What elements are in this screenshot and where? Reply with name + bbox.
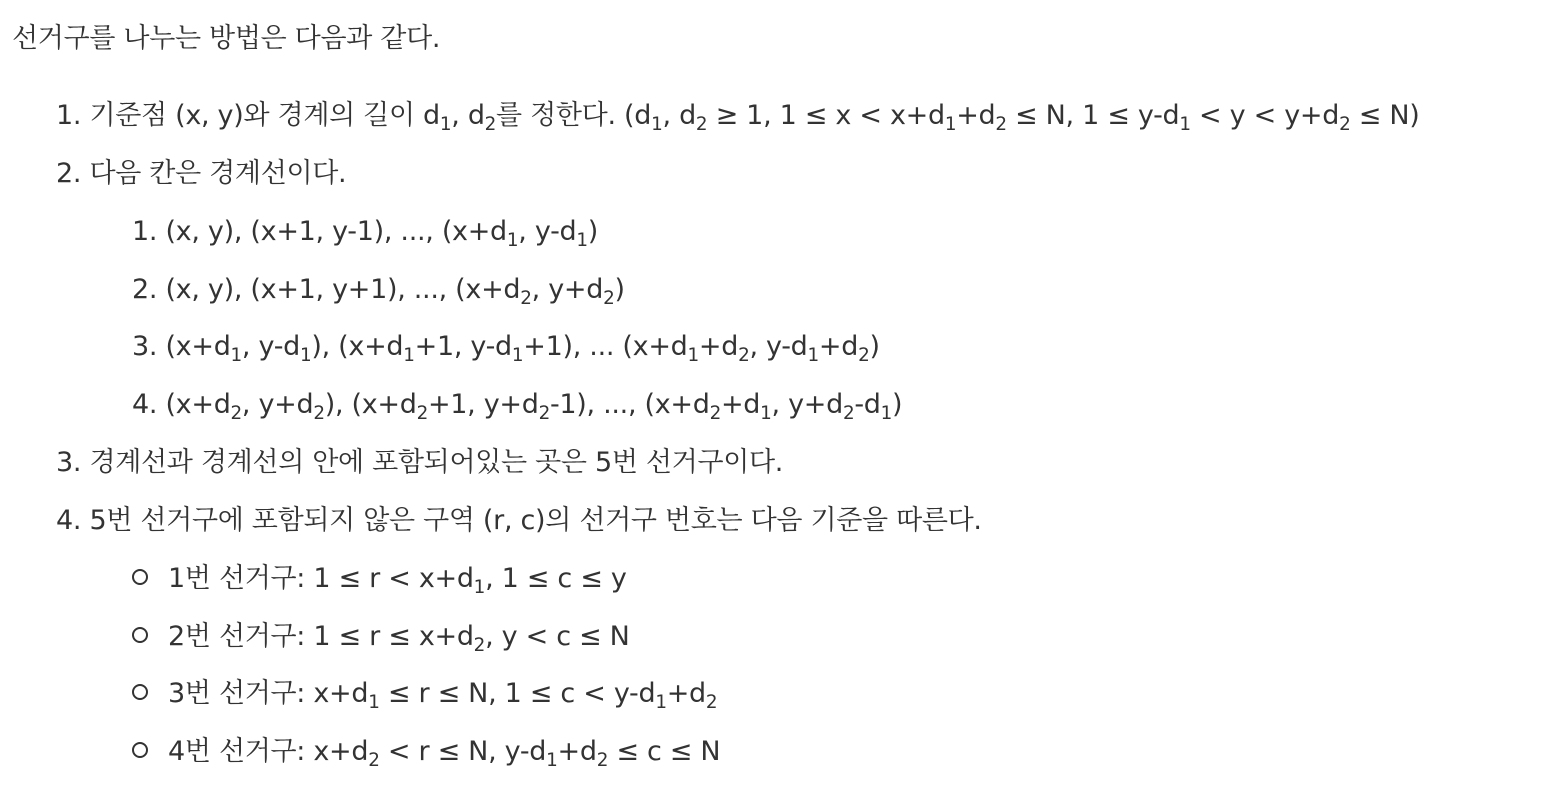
text-run: ≤ N) [1350, 100, 1420, 131]
list-marker: 2. [132, 274, 166, 305]
text-run: , y+d [771, 389, 843, 420]
subscript: 1 [403, 344, 415, 366]
text-run: +d [818, 331, 859, 362]
circle-bullet-icon [132, 684, 148, 700]
text-run: +1, y+d [427, 389, 539, 420]
text-run: 2번 선거구: 1 ≤ r ≤ x+d [168, 621, 474, 652]
text-run: -1), ..., (x+d [549, 389, 710, 420]
bullet-item-4 [132, 735, 720, 769]
text-run: +d [666, 678, 706, 709]
list-marker: 4. [56, 505, 90, 536]
subscript: 1 [760, 402, 772, 424]
subscript: 2 [842, 402, 855, 424]
subscript: 1 [880, 402, 893, 424]
text-run: , d [451, 100, 485, 131]
text-run: +d [698, 331, 739, 362]
text-run: 3번 선거구: x+d [168, 678, 369, 709]
list-marker: 1. [132, 216, 166, 247]
bullet-item-text [168, 736, 721, 771]
list-marker: 4. [132, 389, 166, 420]
list-item-text [89, 158, 346, 189]
text-run: < y < y+d [1190, 100, 1340, 131]
text-run: , y+d [241, 389, 314, 420]
subscript: 1 [807, 344, 819, 366]
subscript: 2 [705, 691, 718, 713]
text-run: , y+d [531, 274, 604, 305]
text-run: -d [854, 389, 881, 420]
subscript: 2 [520, 287, 532, 309]
subscript: 2 [230, 402, 242, 424]
subscript: 1 [546, 749, 558, 771]
sub-item-2-4 [132, 388, 902, 422]
sub-item-text [165, 389, 903, 424]
text-run: 경계선과 경계선의 안에 포함되어있는 곳은 5번 선거구이다. [89, 447, 784, 478]
circle-bullet-icon [132, 742, 148, 758]
subscript: 2 [484, 113, 497, 135]
list-marker: 2. [56, 158, 90, 189]
text-run: 4번 선거구: x+d [168, 736, 369, 767]
subscript: 2 [596, 749, 609, 771]
subscript: 2 [709, 402, 721, 424]
text-run: , d [662, 100, 696, 131]
list-marker: 3. [132, 331, 166, 362]
subscript: 1 [299, 344, 312, 366]
sub-item-2-3 [132, 330, 880, 364]
subscript: 1 [230, 344, 242, 366]
sub-item-2-1 [132, 215, 598, 249]
subscript: 2 [416, 402, 428, 424]
text-run: +d [557, 736, 597, 767]
subscript: 2 [738, 344, 750, 366]
text-run: +d [956, 100, 996, 131]
list-marker: 1. [56, 100, 90, 131]
text-run: ) [892, 389, 903, 420]
text-run: ) [614, 274, 625, 305]
subscript: 2 [695, 113, 708, 135]
text-run: , y-d [749, 331, 808, 362]
subscript: 1 [439, 113, 452, 135]
text-run: , y-d [241, 331, 300, 362]
bullet-item-2 [132, 620, 630, 654]
bullet-item-text [168, 621, 630, 656]
text-run: ≤ c ≤ N [608, 736, 721, 767]
sub-item-text [165, 216, 598, 251]
list-item-1 [56, 99, 1419, 133]
text-run: , y < c ≤ N [485, 621, 630, 652]
text-run: , y-d [518, 216, 577, 247]
bullet-item-text [168, 678, 718, 713]
text-run: (x+d [165, 389, 231, 420]
subscript: 2 [538, 402, 550, 424]
bullet-item-text [168, 563, 627, 598]
list-item-2 [56, 157, 346, 191]
text-run: (x, y), (x+1, y-1), ..., (x+d [165, 216, 507, 247]
text-run: ) [869, 331, 880, 362]
subscript: 1 [511, 344, 524, 366]
text-run: ) [587, 216, 598, 247]
subscript: 1 [506, 229, 519, 251]
subscript: 2 [603, 287, 615, 309]
subscript: 2 [1339, 113, 1351, 135]
text-run: 5번 선거구에 포함되지 않은 구역 (r, c)의 선거구 번호는 다음 기준을 따른다. [89, 505, 982, 536]
text-run: ), (x+d [324, 389, 417, 420]
text-run: 1번 선거구: 1 ≤ r < x+d [168, 563, 474, 594]
list-item-text [89, 505, 981, 536]
list-marker: 3. [56, 447, 90, 478]
subscript: 1 [473, 576, 486, 598]
text-run: +1), ... (x+d [523, 331, 688, 362]
subscript: 1 [651, 113, 663, 135]
subscript: 2 [995, 113, 1007, 135]
intro-text: 선거구를 나누는 방법은 다음과 같다. [12, 23, 441, 54]
text-run: (x, y), (x+1, y+1), ..., (x+d [165, 274, 521, 305]
circle-bullet-icon [132, 627, 148, 643]
text-run: < r ≤ N, y-d [379, 736, 547, 767]
text-run: +d [720, 389, 761, 420]
subscript: 2 [858, 344, 870, 366]
text-run: ≤ N, 1 ≤ y-d [1006, 100, 1180, 131]
subscript: 1 [1179, 113, 1191, 135]
sub-item-text [165, 274, 625, 309]
text-run: 를 정한다. (d [496, 100, 652, 131]
bullet-item-3 [132, 677, 717, 711]
list-item-3 [56, 446, 783, 480]
subscript: 1 [687, 344, 699, 366]
subscript: 1 [368, 691, 380, 713]
sub-item-2-2 [132, 273, 625, 307]
subscript: 1 [944, 113, 957, 135]
text-run: ), (x+d [311, 331, 404, 362]
sub-item-text [165, 331, 880, 366]
text-run: ≥ 1, 1 ≤ x < x+d [707, 100, 945, 131]
subscript: 2 [473, 634, 486, 656]
text-run: 기준점 (x, y)와 경계의 길이 d [89, 100, 440, 131]
list-item-4 [56, 504, 982, 538]
subscript: 2 [313, 402, 325, 424]
circle-bullet-icon [132, 569, 148, 585]
text-run: ≤ r ≤ N, 1 ≤ c < y-d [379, 678, 656, 709]
text-run: 다음 칸은 경계선이다. [89, 158, 347, 189]
list-item-text [89, 100, 1420, 135]
text-run: (x+d [165, 331, 231, 362]
subscript: 1 [576, 229, 588, 251]
subscript: 2 [368, 749, 380, 771]
bullet-item-1 [132, 562, 627, 596]
text-run: , 1 ≤ c ≤ y [485, 563, 627, 594]
list-item-text [89, 447, 783, 478]
subscript: 1 [655, 691, 667, 713]
text-run: +1, y-d [414, 331, 512, 362]
